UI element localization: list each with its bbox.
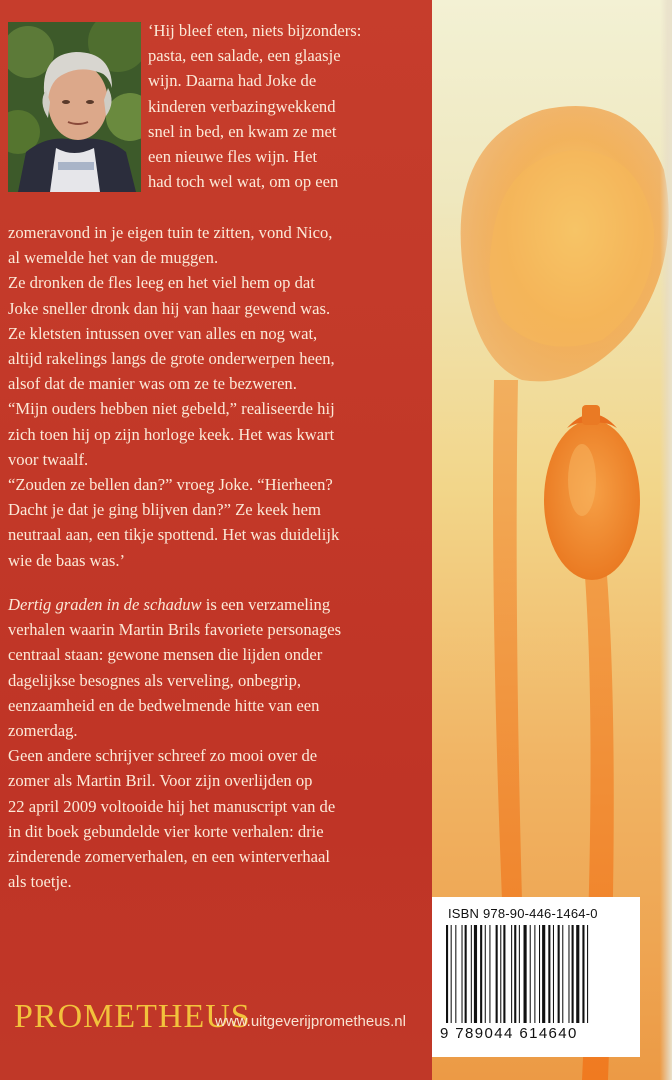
barcode-bar [471,925,472,1023]
excerpt-line: Dacht je dat je ging blijven dan?” Ze keek hem [8,500,321,520]
barcode-bar [553,925,554,1023]
book-title: Dertig graden in de schaduw [8,595,202,614]
excerpt-line: Ze dronken de fles leeg en het viel hem op dat [8,273,315,293]
publisher-logo: PROMETHEUS [14,998,251,1035]
excerpt-line: “Zouden ze bellen dan?” vroeg Joke. “Hierheen? [8,475,333,495]
excerpt-line: een nieuwe fles wijn. Het [148,147,318,167]
barcode-bar [524,925,527,1023]
blurb-line-rest: is een verzameling [201,595,331,614]
isbn-label: ISBN 978-90-446-1464-0 [448,906,598,921]
barcode-bar [519,925,520,1023]
excerpt-line: al wemelde het van de muggen. [8,248,219,268]
barcode-bar [582,925,584,1023]
barcode-bar [572,925,574,1023]
barcode-bar [530,925,531,1023]
barcode-bar [562,925,563,1023]
barcode-bar [548,925,550,1023]
barcode-digits: 9 789044 614640 [440,1025,578,1042]
excerpt-line: pasta, een salade, een glaasje [148,46,341,66]
excerpt-line: wijn. Daarna had Joke de [148,71,317,91]
excerpt-line: altijd rakelings langs de grote onderwerpen heen, [8,349,335,369]
blurb-line: zomer als Martin Bril. Voor zijn overlijden op [8,771,313,791]
barcode-bar [500,925,501,1023]
excerpt-line: voor twaalf. [8,449,89,469]
author-portrait-icon [8,22,141,192]
blurb-line: eenzaamheid en de bedwelmende hitte van een [8,695,320,715]
blurb-line: Geen andere schrijver schreef zo mooi over de [8,746,318,766]
excerpt-line: “Mijn ouders hebben niet gebeld,” realiseerde hij [8,399,335,419]
blurb-line: in dit boek gebundelde vier korte verhalen: drie [8,821,324,841]
barcode-bar [489,925,490,1023]
excerpt-line: wie de baas was.’ [8,550,126,570]
excerpt-line: neutraal aan, een tikje spottend. Het was duidelijk [8,525,340,545]
barcode-bar [451,925,452,1023]
barcode-bar [455,925,456,1023]
barcode-bar [514,925,516,1023]
publisher-website[interactable]: www.uitgeverijprometheus.nl [215,1013,406,1030]
barcode-bar [511,925,512,1023]
barcode-bar [576,925,579,1023]
blurb-line: 22 april 2009 voltooide hij het manuscript van de [8,796,336,816]
barcode-bar [446,925,448,1023]
blurb-line: verhalen waarin Martin Brils favoriete personages [8,620,342,640]
blurb-line [8,592,424,617]
barcode-bar [503,925,505,1023]
barcode-bar [558,925,560,1023]
excerpt-line: zomeravond in je eigen tuin te zitten, vond Nico, [8,223,333,242]
barcode-bar [568,925,569,1023]
blurb-line: zomerdag. [8,721,78,741]
barcode-bar [534,925,535,1023]
barcode-bar [465,925,467,1023]
barcode-bar [480,925,482,1023]
barcode-bar [462,925,463,1023]
author-photo [8,22,141,192]
barcode-bar [474,925,477,1023]
barcode-bar [539,925,540,1023]
barcode-icon [446,925,628,1023]
excerpt-line: alsof dat de manier was om ze te bezweren. [8,374,297,394]
barcode-bar [485,925,486,1023]
excerpt-line: snel in bed, en kwam ze met [148,121,337,141]
barcode-bar [542,925,545,1023]
excerpt-line: zich toen hij op zijn horloge keek. Het was kwart [8,424,335,444]
blurb-line: zinderende zomerverhalen, en een winterverhaal [8,847,331,867]
excerpt-line: kinderen verbazingwekkend [148,96,336,116]
blurb-line: dagelijkse besognes als verveling, onbegrip, [8,670,302,690]
page-edge [660,0,672,1080]
excerpt-line: ‘Hij bleef eten, niets bijzonders: [148,21,362,40]
book-blurb [8,592,424,894]
excerpt-line: Joke sneller dronk dan hij van haar gewend was. [8,298,331,318]
barcode-bar [587,925,588,1023]
excerpt-line: had toch wel wat, om op een [148,172,339,192]
excerpt-top [148,18,418,194]
excerpt-line: Ze kletsten intussen over van alles en nog wat, [8,323,318,343]
excerpt-main [8,220,424,573]
barcode-box [432,897,640,1057]
barcode-bar [496,925,498,1023]
blurb-line: als toetje. [8,872,72,892]
blurb-line: centraal staan: gewone mensen die lijden onder [8,645,323,665]
